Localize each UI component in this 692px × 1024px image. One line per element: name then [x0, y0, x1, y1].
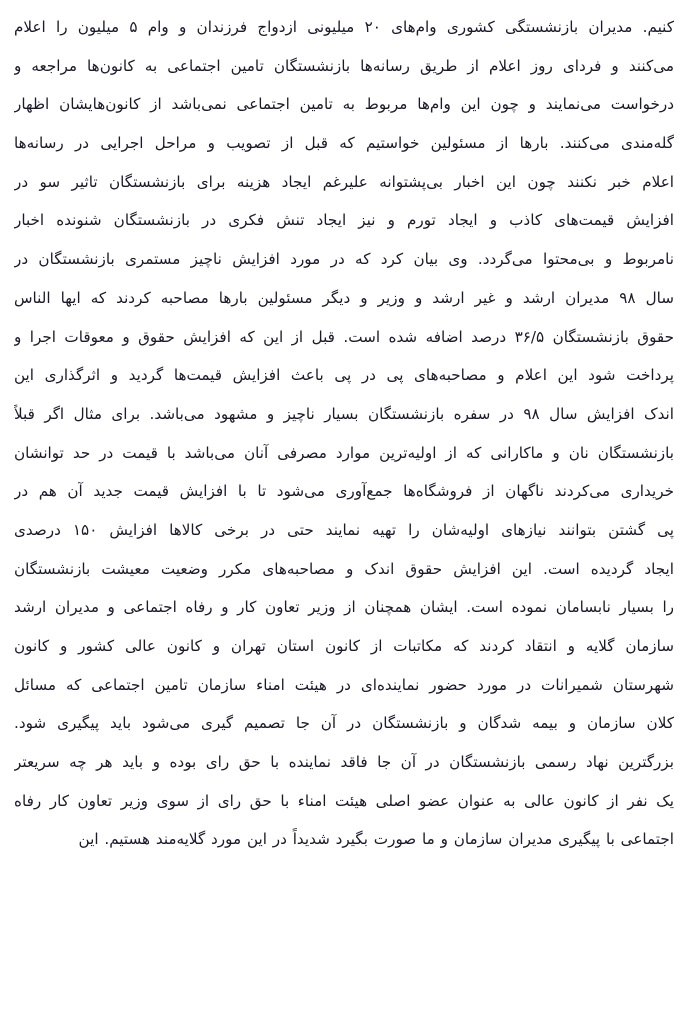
text-line-8: سال ۹۸ مدیران ارشد و غیر ارشد و وزیر و دیگر مسئولین بارها مصاحبه کردند که ایها الناس — [14, 288, 674, 307]
text-line-22: اجتماعی با پیگیری مدیران سازمان و ما صورت بگیرد شدیداً در این مورد گلایه‌مند هستیم. این — [78, 830, 674, 849]
text-line-16: را بسیار نابسامان نموده است. ایشان همچنان از وزیر تعاون کار و رفاه اجتماعی و مدیران ارشد — [14, 598, 674, 617]
text-line-19: کلان سازمان و بیمه شدگان و بازنشستگان در آن جا تصمیم گیری می‌شود باید پیگیری شود. — [14, 714, 674, 733]
text-line-7: نامربوط و بی‌محتوا می‌گردد. وی بیان کرد که در مورد افزایش ناچیز مستمری بازنشستگان در — [14, 250, 674, 269]
text-line-9: حقوق بازنشستگان ۳۶/۵ درصد اضافه شده است. قبل از این که افزایش حقوق و معوقات اجرا و — [14, 327, 674, 346]
text-line-14: پی گشتن بتوانند نیازهای اولیه‌شان را تهیه نمایند حتی در برخی کالاها افزایش ۱۵۰ درصدی — [14, 520, 674, 539]
text-line-10: پرداخت شود این اعلام و مصاحبه‌های پی در پی باعث افزایش قیمت‌ها گردید و اثرگذاری این — [14, 366, 674, 385]
text-line-15: ایجاد گردیده است. این افزایش حقوق اندک و مصاحبه‌های مکرر وضعیت معیشت بازنشستگان — [14, 559, 674, 578]
text-line-18: شهرستان شمیرانات در مورد حضور نماینده‌ای در هیئت امناء سازمان تامین اجتماعی که مسائل — [14, 675, 674, 694]
text-line-11: اندک افزایش سال ۹۸ در سفره بازنشستگان بسیار ناچیز و مشهود می‌باشد. برای مثال اگر قبلاً — [14, 404, 674, 423]
text-line-4: گله‌مندی می‌کنند. بارها از مسئولین خواستیم که قبل از تصویب و مراحل اجرایی در رسانه‌ها — [14, 134, 674, 153]
text-line-6: افزایش قیمت‌های کاذب و ایجاد تورم و نیز ایجاد تنش فکری در بازنشستگان شنونده اخبار — [14, 211, 674, 230]
text-line-12: بازنشستگان نان و ماکارانی که از اولیه‌ترین موارد مصرفی آنان می‌باشد با قیمت در حد توانشان — [14, 443, 674, 462]
text-line-3: درخواست می‌نمایند و چون این وام‌ها مربوط به تامین اجتماعی نمی‌باشد از کانون‌هایشان اظهار — [14, 95, 674, 114]
text-line-13: خریداری می‌کردند ناگهان از فروشگاه‌ها جمع‌آوری می‌شود تا با افزایش قیمت جدید آن هم در — [14, 482, 674, 501]
text-line-5: اعلام خبر نکنند چون این اخبار بی‌پشتوانه علیرغم ایجاد هزینه برای بازنشستگان تاثیر سو در — [14, 172, 674, 191]
text-line-1: کنیم. مدیران بازنشستگی کشوری وام‌های ۲۰ میلیونی ازدواج فرزندان و وام ۵ میلیون را اعلام — [14, 18, 674, 36]
text-line-20: بزرگترین نهاد رسمی بازنشستگان در آن جا فاقد نماینده با حق رای بوده و باید هر چه سریعتر — [14, 753, 674, 772]
text-line-2: می‌کنند و فردای روز اعلام از طریق رسانه‌ها بازنشستگان تامین اجتماعی به کانون‌ها مراجعه و — [14, 56, 674, 75]
article-body — [14, 8, 674, 859]
text-line-21: یک نفر از کانون عالی به عنوان عضو اصلی هیئت امناء با حق رای از سوی وزیر تعاون کار رفاه — [14, 791, 674, 810]
text-line-17: سازمان گلایه و انتقاد کردند که مکاتبات از کانون استان تهران و کانون عالی کشور و کانون — [14, 637, 674, 655]
